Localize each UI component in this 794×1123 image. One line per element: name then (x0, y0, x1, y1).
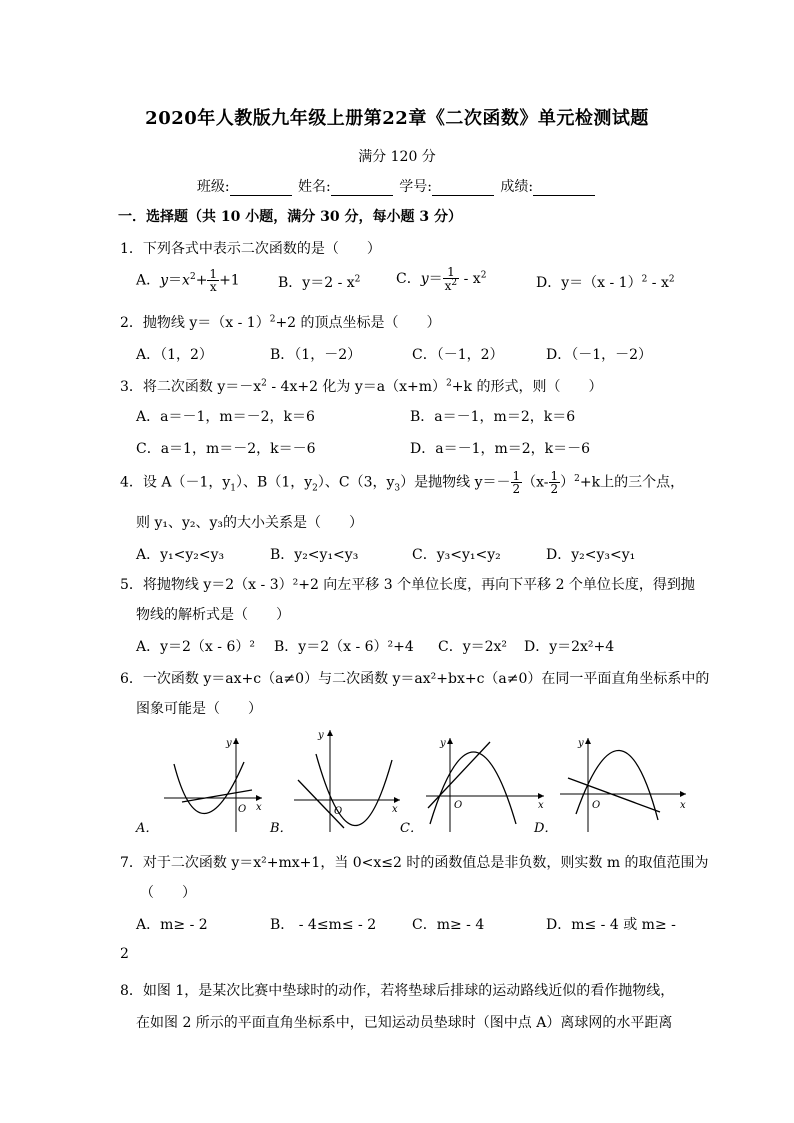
q1-option-a[interactable]: A．$y=x^2+$ $\frac{1}{x}$ +1 (136, 267, 240, 294)
graph-a-y-arrow (233, 738, 239, 744)
q7-line1: 7．对于二次函数 y＝x²+mx+1，当 0<x≤2 时的函数值总是非负数，则实数 m 的取值范围为 (120, 855, 709, 871)
full-score: 满分 120 分 (358, 149, 436, 165)
q7-option-a[interactable]: A．m≥ - 2 (136, 917, 208, 933)
class-blank[interactable] (230, 181, 292, 196)
q1-option-b[interactable]: B．$y=2 - x^2$ (278, 274, 361, 291)
score-label: 成绩: (500, 179, 534, 195)
page-title: 2020年人教版九年级上册第22章《二次函数》单元检测试题 (145, 108, 649, 129)
q4-option-b[interactable]: B．y₂<y₁<y₃ (270, 547, 359, 563)
graph-a[interactable] (135, 738, 262, 836)
graph-c-origin: O (454, 800, 463, 811)
q5-option-d[interactable]: D．y＝2x²+4 (524, 639, 615, 655)
graph-d-y-label: y (578, 738, 584, 749)
graph-a-label: A． (136, 821, 159, 836)
q1-stem: 1．下列各式中表示二次函数的是（ ） (120, 241, 381, 257)
q6-line2: 图象可能是（ ） (136, 701, 262, 717)
name-blank[interactable] (331, 181, 393, 196)
q4-option-c[interactable]: C．y₃<y₁<y₂ (412, 547, 501, 563)
graph-c-y-arrow (447, 738, 453, 744)
id-blank[interactable] (432, 181, 494, 196)
q4-line2: 则 y₁、y₂、y₃的大小关系是（ ） (136, 515, 364, 531)
graph-a-x-arrow (256, 795, 262, 801)
graph-a-y-label: y (226, 738, 232, 749)
q2-option-d[interactable]: D．（－1，－2） (546, 347, 653, 363)
q5-option-a[interactable]: A．y＝2（x - 6）² (136, 639, 255, 655)
q7-option-c[interactable]: C．m≥ - 4 (412, 917, 485, 933)
graph-b-x-arrow (394, 797, 400, 803)
q6-graphs (130, 724, 690, 840)
q8-line1: 8．如图 1，是某次比赛中垫球时的动作，若将垫球后排球的运动路线近似的看作抛物线， (120, 983, 675, 999)
graph-a-x-label: x (256, 802, 262, 813)
q4-option-d[interactable]: D．y₂<y₃<y₁ (546, 547, 636, 563)
graph-b-origin: O (334, 806, 343, 817)
score-blank[interactable] (533, 181, 595, 196)
q5-option-b[interactable]: B．y＝2（x - 6）²+4 (274, 639, 414, 655)
graph-c-label: C． (400, 821, 423, 836)
q3-option-c[interactable]: C．a＝1，m＝－2，k＝－6 (136, 441, 316, 457)
q4-stem: 4．设 A（－1，$y_1$）、B（1，$y_2$）、C（3，$y_3$）是抛物线 y＝－ $\frac{1}{2}$ （x- $\frac{1}{2}$ ）$^2$+k上的三个点， (120, 469, 685, 496)
graph-c-y-label: y (440, 738, 446, 749)
q7-option-d[interactable]: D．m≤ - 4 或 m≥ - (546, 917, 676, 933)
q5-line2: 物线的解析式是（ ） (136, 607, 290, 623)
q2-option-a[interactable]: A．（1，2） (136, 347, 213, 363)
graph-d-label: D． (534, 821, 558, 836)
q2-option-c[interactable]: C．（－1，2） (412, 347, 504, 363)
graph-b-y-label: y (318, 730, 324, 741)
graph-d-x-arrow (680, 791, 686, 797)
graph-b-y-arrow (327, 730, 333, 736)
id-label: 学号: (399, 179, 432, 195)
graph-b-label: B． (270, 821, 293, 836)
graph-c[interactable] (400, 738, 544, 836)
graph-a-line (182, 790, 252, 802)
q8-line2: 在如图 2 所示的平面直角坐标系中，已知运动员垫球时（图中点 A）离球网的水平距离 (136, 1015, 673, 1031)
q6-line1: 6．一次函数 y＝ax+c（a≠0）与二次函数 y＝ax²+bx+c（a≠0）在同一平面直角坐标系中的 (120, 671, 710, 687)
graph-d[interactable] (533, 738, 686, 836)
q2-option-b[interactable]: B．（1，－2） (270, 347, 362, 363)
q1-option-c[interactable]: C．y＝ $\frac{1}{x^2}$ - $x^2$ (396, 265, 487, 293)
q3-option-a[interactable]: A．a＝－1，m＝－2，k＝6 (136, 409, 315, 425)
class-label: 班级: (196, 179, 230, 195)
q3-option-d[interactable]: D．a＝－1，m＝2，k＝－6 (410, 441, 591, 457)
graph-b-line (298, 780, 344, 828)
q4-option-a[interactable]: A．y₁<y₂<y₃ (136, 547, 225, 563)
section-title: 一．选择题（共 10 小题，满分 30 分，每小题 3 分） (118, 209, 462, 225)
q5-option-c[interactable]: C．y＝2x² (438, 639, 508, 655)
graph-b[interactable] (269, 730, 400, 836)
graph-c-x-label: x (538, 800, 544, 811)
graph-a-parabola (174, 762, 247, 815)
graph-d-x-label: x (680, 800, 686, 811)
name-label: 姓名: (298, 179, 331, 195)
graph-b-x-label: x (392, 804, 398, 815)
q7-line2: （ ） (140, 885, 196, 901)
q5-line1: 5．将抛物线 y＝2（x - 3）²+2 向左平移 3 个单位长度，再向下平移 2 个单位长度，得到抛 (120, 577, 695, 593)
graph-c-parabola (430, 752, 516, 824)
graph-c-line (428, 742, 490, 808)
q2-stem: 2．抛物线 y＝（x - 1）$^2$+2 的顶点坐标是（ ） (120, 314, 441, 331)
q7-option-b[interactable]: B． - 4≤m≤ - 2 (270, 917, 377, 933)
student-info-line (0, 176, 794, 196)
graph-c-x-arrow (538, 793, 544, 799)
q7-option-d-wrap: 2 (120, 946, 129, 962)
q3-option-b[interactable]: B．a＝－1，m＝2，k＝6 (410, 409, 576, 425)
graph-d-origin: O (592, 800, 601, 811)
graph-a-origin: O (238, 804, 247, 815)
graph-b-parabola (316, 754, 392, 826)
q3-stem: 3．将二次函数 $y=-x^2 - 4x+2$ 化为 $y=a(x+m)^2+k$ 的形式，则（ ） (120, 378, 603, 395)
graph-d-y-arrow (585, 738, 591, 744)
q1-option-d[interactable]: D．$y=(x - 1)^2 - x^2$ (536, 274, 675, 291)
